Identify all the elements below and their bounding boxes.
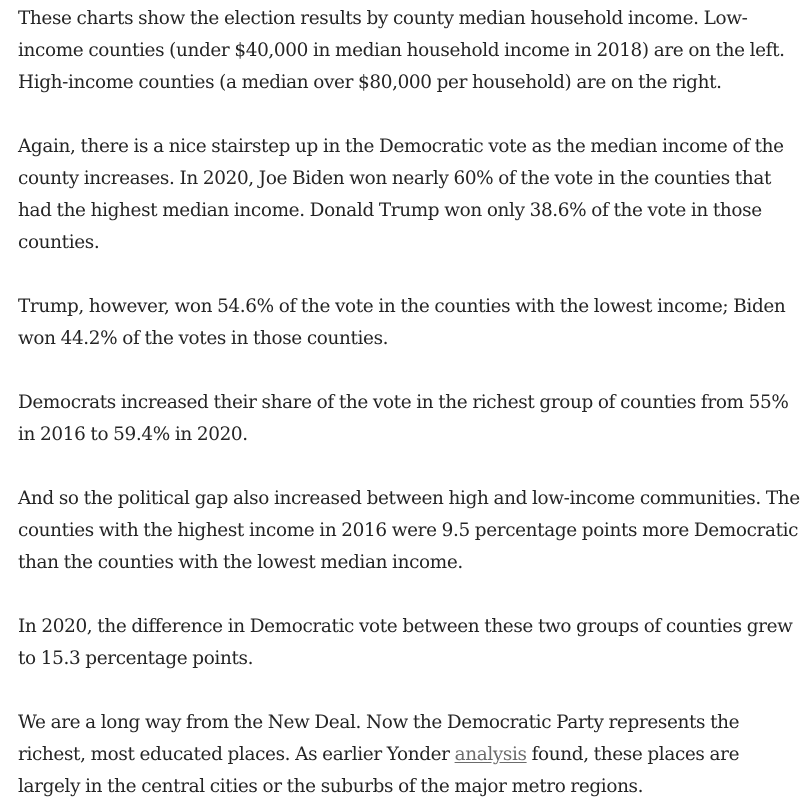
paragraph-2020-difference: In 2020, the difference in Democratic vote between these two groups of counties grew to 15.3 percentage points. [18, 616, 793, 669]
new-deal-text-before: We are a long way from the New Deal. Now the Democratic Party represents the richest, most educated places. As earlier Yonder [18, 712, 740, 765]
paragraph-lowest-income: Trump, however, won 54.6% of the vote in the counties with the lowest income; Biden won 44.2% of the votes in those counties. [18, 296, 786, 349]
article-body [18, 3, 801, 803]
paragraph-new-deal [18, 707, 801, 803]
analysis-link[interactable]: analysis [454, 744, 527, 765]
paragraph-richest-share: Democrats increased their share of the vote in the richest group of counties from 55% in 2016 to 59.4% in 2020. [18, 392, 789, 445]
paragraph-political-gap: And so the political gap also increased between high and low-income communities. The counties with the highest income in 2016 were 9.5 percentage points more Democratic than the counties with the lowest median income. [18, 488, 800, 573]
paragraph-stairstep: Again, there is a nice stairstep up in the Democratic vote as the median income of the county increases. In 2020, Joe Biden won nearly 60% of the vote in the counties that had the highest median income. Donald Trump won only 38.6% of the vote in those counties. [18, 136, 784, 253]
paragraph-income-charts: These charts show the election results by county median household income. Low-income counties (under $40,000 in median household income in 2018) are on the left. High-income counties (a median over $80,000 per household) are on the right. [18, 8, 785, 93]
new-deal-text-after: found, these places are largely in the central cities or the suburbs of the major metro regions. [18, 744, 740, 797]
